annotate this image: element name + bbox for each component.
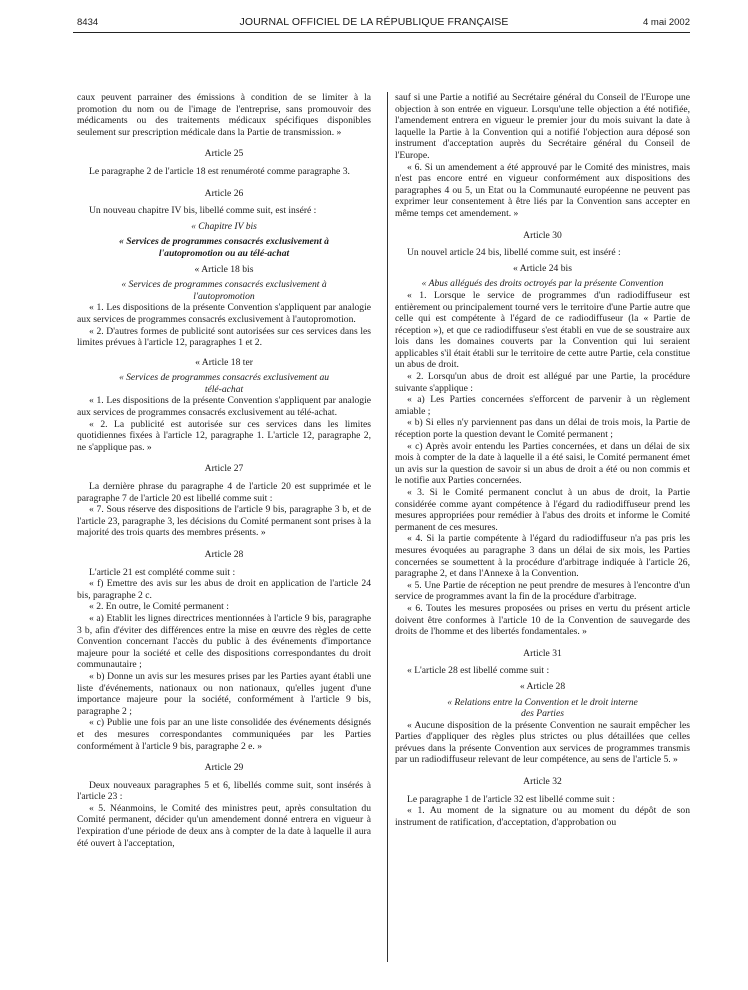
page-number: 8434 xyxy=(77,17,99,28)
paragraph: caux peuvent parrainer des émissions à condition de se limiter à la promotion du nom ou de l'image de l'entreprise, sans promouvoir des médicaments ou des traitements médicaux spécifiques disponibles seulement sur prescription médicale dans la Partie de transmission. » xyxy=(77,92,371,138)
sub-article-title: « Relations entre la Convention et le droit interne des Parties xyxy=(447,696,638,720)
article-heading: Article 32 xyxy=(523,776,562,788)
paragraph: Deux nouveaux paragraphes 5 et 6, libellés comme suit, sont insérés à l'article 23 : xyxy=(77,779,371,803)
paragraph: « 1. Les dispositions de la présente Convention s'appliquent par analogie aux services de programmes consacrés exclusivement à l'autopromotion. xyxy=(77,302,371,325)
article-heading: Article 27 xyxy=(204,463,244,475)
sub-article-heading: « Article 18 bis xyxy=(194,263,254,275)
right-column xyxy=(395,92,690,828)
column-divider xyxy=(387,92,388,962)
paragraph: « Aucune disposition de la présente Convention ne saurait empêcher les Parties d'appliquer des règles plus strictes ou plus détaillées que celles prévues dans la présente Convention aux services de programmes transmis par un radiodiffuseur relevant de leur compétence, au sens de l'article 5. » xyxy=(395,719,690,766)
paragraph: « a) Les Parties concernées s'efforcent de parvenir à un règlement amiable ; xyxy=(395,394,690,417)
paragraph: « 1. Au moment de la signature ou au moment du dépôt de son instrument de ratification, d'acceptation, d'approbation ou xyxy=(395,805,690,828)
article-heading: Article 29 xyxy=(204,762,244,774)
paragraph: « 3. Si le Comité permanent conclut à un abus de droit, la Partie considérée comme ayant compétence à l'égard du radiodiffuseur prend les mesures appropriées pour remédier à l'abus des droits et informe le Comité permanent de ces mesures. xyxy=(395,487,690,533)
left-column xyxy=(77,92,371,849)
sub-article-heading: « Article 24 bis xyxy=(513,262,572,274)
paragraph: « 4. Si la partie compétente à l'égard du radiodiffuseur n'a pas pris les mesures évoquées au paragraphe 3 dans un délai de six mois, les Parties concernées se soumettent à la procédure d'arbitrage indiquée à l'article 26, paragraphe 2, et dans l'Annexe à la Convention. xyxy=(395,533,690,580)
sub-article-heading: « Article 28 xyxy=(519,680,566,692)
paragraph: « 2. La publicité est autorisée sur ces services dans les limites quotidiennes fixées à l'article 12, paragraphe 1. L'article 12, paragraphe 2, ne s'applique pas. » xyxy=(77,418,371,453)
paragraph: « 1. Les dispositions de la présente Convention s'appliquent par analogie aux services de programmes consacrés exclusivement au télé-achat. xyxy=(77,395,371,419)
paragraph: « 2. En outre, le Comité permanent : xyxy=(89,601,229,613)
paragraph: Un nouveau chapitre IV bis, libellé comme suit, est inséré : xyxy=(89,205,317,217)
paragraph: sauf si une Partie a notifié au Secrétaire général du Conseil de l'Europe une objection à son entrée en vigueur. Lorsqu'une telle objection a été notifiée, l'amendement entrera en vigueur le premier jour du mois suivant la date à laquelle la Partie à la Convention qui a notifié l'objection aura déposé son instrument d'acceptation auprès du Secrétaire général du Conseil de l'Europe. xyxy=(395,92,690,161)
paragraph: Le paragraphe 2 de l'article 18 est renuméroté comme paragraphe 3. xyxy=(89,165,350,177)
paragraph: « 2. Lorsqu'un abus de droit est allégué par une Partie, la procédure suivante s'applique : xyxy=(395,371,690,394)
article-heading: Article 25 xyxy=(204,148,244,160)
article-heading: Article 26 xyxy=(204,187,244,199)
article-heading: Article 31 xyxy=(523,647,562,659)
paragraph: « c) Après avoir entendu les Parties concernées, et dans un délai de six mois à compter de la date à laquelle il a été saisi, le Comité permanent émet un avis sur la question de savoir si un abus de droit a été ou non commis et le notifie aux Parties concernées. xyxy=(395,440,690,487)
paragraph: « b) Si elles n'y parviennent pas dans un délai de trois mois, la Partie de réception porte la question devant le Comité permanent ; xyxy=(395,417,690,441)
paragraph: « c) Publie une fois par an une liste consolidée des événements désignés et des mesures correspondantes communiquées par les Parties conformément à l'article 9 bis, paragraphe 2 e. » xyxy=(77,717,371,752)
issue-date: 4 mai 2002 xyxy=(642,17,690,28)
paragraph: « 7. Sous réserve des dispositions de l'article 9 bis, paragraphe 3 b, et de l'article 23, paragraphe 3, les décisions du Comité permanent sont prises à la majorité des trois quarts des membres présents. » xyxy=(77,504,371,539)
paragraph: Un nouvel article 24 bis, libellé comme suit, est inséré : xyxy=(407,247,621,259)
sub-article-heading: « Article 18 ter xyxy=(195,356,253,368)
article-heading: Article 28 xyxy=(204,549,244,560)
sub-article-title: « Services de programmes consacrés exclusivement à l'autopromotion xyxy=(121,279,327,302)
journal-title: JOURNAL OFFICIEL DE LA RÉPUBLIQUE FRANÇAISE xyxy=(239,16,509,28)
sub-article-title: « Services de programmes consacrés exclusivement au télé-achat xyxy=(118,372,330,395)
chapter-heading: « Chapitre IV bis xyxy=(191,220,257,232)
paragraph: « 6. Toutes les mesures proposées ou prises en vertu du présent article doivent être conformes à l'article 10 de la Convention de sauvegarde des droits de l'homme et des libertés fondamentales. » xyxy=(395,602,690,638)
header-rule xyxy=(73,32,690,33)
chapter-title: « Services de programmes consacrés exclusivement à l'autopromotion ou au télé-achat xyxy=(119,236,329,259)
paragraph: « 5. Une Partie de réception ne peut prendre de mesures à l'encontre d'un service de programmes avant la fin de la procédure d'arbitrage. xyxy=(395,579,690,603)
article-heading: Article 30 xyxy=(523,229,562,241)
paragraph: « 5. Néanmoins, le Comité des ministres peut, après consultation du Comité permanent, décider qu'un amendement donné entrera en vigueur à l'expiration d'une période de deux ans à compter de la date à laquelle il aura été ouvert à l'acceptation, xyxy=(77,802,371,849)
paragraph: « b) Donne un avis sur les mesures prises par les Parties ayant établi une liste d'événements, nationaux ou non nationaux, qu'elles jugent d'une importance majeure pour la société, conformément à l'article 9 bis, paragraphe 2 ; xyxy=(77,670,371,717)
paragraph: La dernière phrase du paragraphe 4 de l'article 20 est supprimée et le paragraphe 7 de l'article 20 est libellé comme suit : xyxy=(77,481,371,504)
paragraph: Le paragraphe 1 de l'article 32 est libellé comme suit : xyxy=(407,793,615,805)
paragraph: « 1. Lorsque le service de programmes d'un radiodiffuseur est entièrement ou principalement tourné vers le territoire d'une Partie autre que celle qui est compétente à l'égard de ce radiodiffuseur (la « Partie de réception »), et que ce radiodiffuseur s'est établi en vue de se soustraire aux lois dans les domaines couverts par la Convention qui lui seraient applicables s'il était établi sur le territoire de cette autre Partie, cela constitue un abus de droit. xyxy=(395,289,690,371)
paragraph: « 6. Si un amendement a été approuvé par le Comité des ministres, mais n'est pas encore entré en vigueur conformément aux dispositions des paragraphes 4 ou 5, un Etat ou la Communauté européenne ne peuvent pas exprimer leur consentement à être liés par la Convention sans accepter en même temps cet amendement. » xyxy=(395,161,690,219)
paragraph: « f) Emettre des avis sur les abus de droit en application de l'article 24 bis, paragraphe 2 c. xyxy=(77,578,371,601)
sub-article-title: « Abus allégués des droits octroyés par la présente Convention xyxy=(421,278,664,290)
page-header xyxy=(0,0,748,36)
paragraph: « a) Etablit les lignes directrices mentionnées à l'article 9 bis, paragraphe 3 b, afin d'éviter des différences entre la mise en œuvre des règles de cette Convention concernant l'accès du public à des événements d'importance majeure pour la société et celle des dispositions correspondantes du droit communautaire ; xyxy=(77,612,371,671)
paragraph: « L'article 28 est libellé comme suit : xyxy=(407,665,550,677)
paragraph: L'article 21 est complété comme suit : xyxy=(89,566,236,578)
paragraph: « 2. D'autres formes de publicité sont autorisées sur ces services dans les limites prévues à l'article 12, paragraphes 1 et 2. xyxy=(77,325,371,349)
